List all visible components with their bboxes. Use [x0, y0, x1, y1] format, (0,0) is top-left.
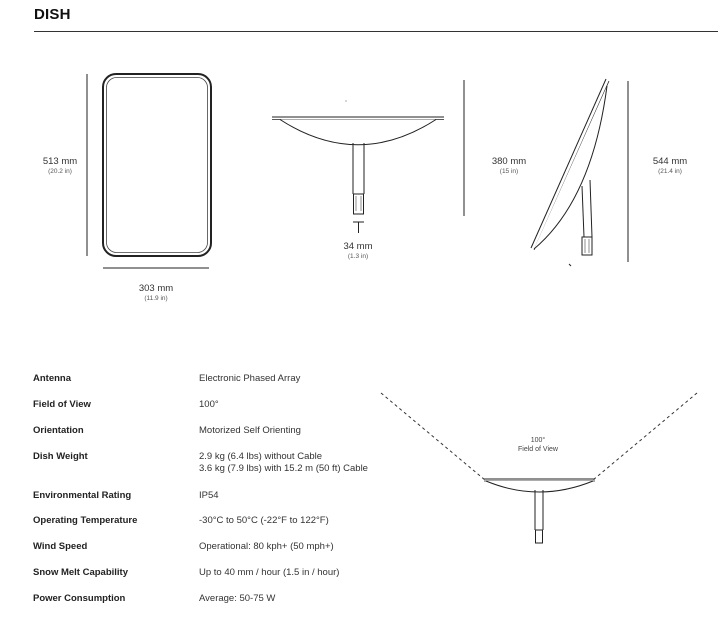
- spec-value: Electronic Phased Array: [199, 373, 301, 384]
- height-dimension-mm: 513 mm: [42, 156, 78, 167]
- spec-value: Average: 50-75 W: [199, 593, 276, 604]
- spec-value: -30°C to 50°C (-22°F to 122°F): [199, 515, 329, 526]
- total-height-dimension-mm: 544 mm: [652, 156, 688, 167]
- depth-dimension-in: (15 in): [499, 167, 519, 175]
- spec-label: Power Consumption: [33, 593, 126, 604]
- spec-value: IP54: [199, 490, 219, 501]
- width-dimension-mm: 303 mm: [138, 283, 174, 294]
- spec-value: Motorized Self Orienting: [199, 425, 301, 436]
- spec-label: Operating Temperature: [33, 515, 138, 526]
- spec-row-snow-melt-capability: [0, 567, 400, 593]
- spec-label: Environmental Rating: [33, 490, 132, 501]
- field-of-view-label: [498, 437, 578, 455]
- field-of-view-diagram: [381, 393, 697, 543]
- mast-dimension-in: (1.3 in): [347, 252, 369, 260]
- dish-tilted-view: [531, 79, 628, 266]
- depth-dimension: [484, 157, 534, 175]
- spec-value: Up to 40 mm / hour (1.5 in / hour): [199, 567, 340, 578]
- mast-dimension-mm: 34 mm: [343, 241, 373, 252]
- spec-row-orientation: [0, 425, 400, 451]
- mast-dimension: [334, 242, 382, 260]
- field-of-view-value: 100°: [530, 437, 546, 444]
- dish-side-view: [272, 80, 464, 233]
- spec-label: Wind Speed: [33, 541, 88, 552]
- spec-value-secondary: 3.6 kg (7.9 lbs) with 15.2 m (50 ft) Cable: [199, 463, 368, 474]
- spec-value: 100°: [199, 399, 219, 410]
- spec-label: Dish Weight: [33, 451, 88, 462]
- depth-dimension-mm: 380 mm: [491, 156, 527, 167]
- spec-label: Antenna: [33, 373, 71, 384]
- spec-row-power-consumption: [0, 593, 400, 619]
- spec-value: 2.9 kg (6.4 lbs) without Cable: [199, 451, 323, 462]
- height-dimension-in: (20.2 in): [48, 167, 72, 175]
- field-of-view-caption: Field of View: [518, 445, 558, 453]
- spec-row-field-of-view: [0, 399, 400, 425]
- total-height-dimension: [646, 157, 694, 175]
- spec-label: Snow Melt Capability: [33, 567, 129, 578]
- spec-row-dish-weight: [0, 451, 400, 487]
- width-dimension-in: (11.9 in): [144, 294, 168, 302]
- page-title: DISH: [34, 6, 71, 23]
- height-dimension: [36, 157, 84, 175]
- dish-front-view: [87, 74, 211, 268]
- spec-row-operating-temperature: [0, 515, 400, 541]
- total-height-dimension-in: (21.4 in): [658, 167, 682, 175]
- spec-value: Operational: 80 kph+ (50 mph+): [199, 541, 334, 552]
- spec-label: Orientation: [33, 425, 84, 436]
- spec-label: Field of View: [33, 399, 91, 410]
- spec-row-environmental-rating: [0, 490, 400, 516]
- spec-row-antenna: [0, 373, 400, 399]
- spec-row-wind-speed: [0, 541, 400, 567]
- width-dimension: [130, 284, 182, 302]
